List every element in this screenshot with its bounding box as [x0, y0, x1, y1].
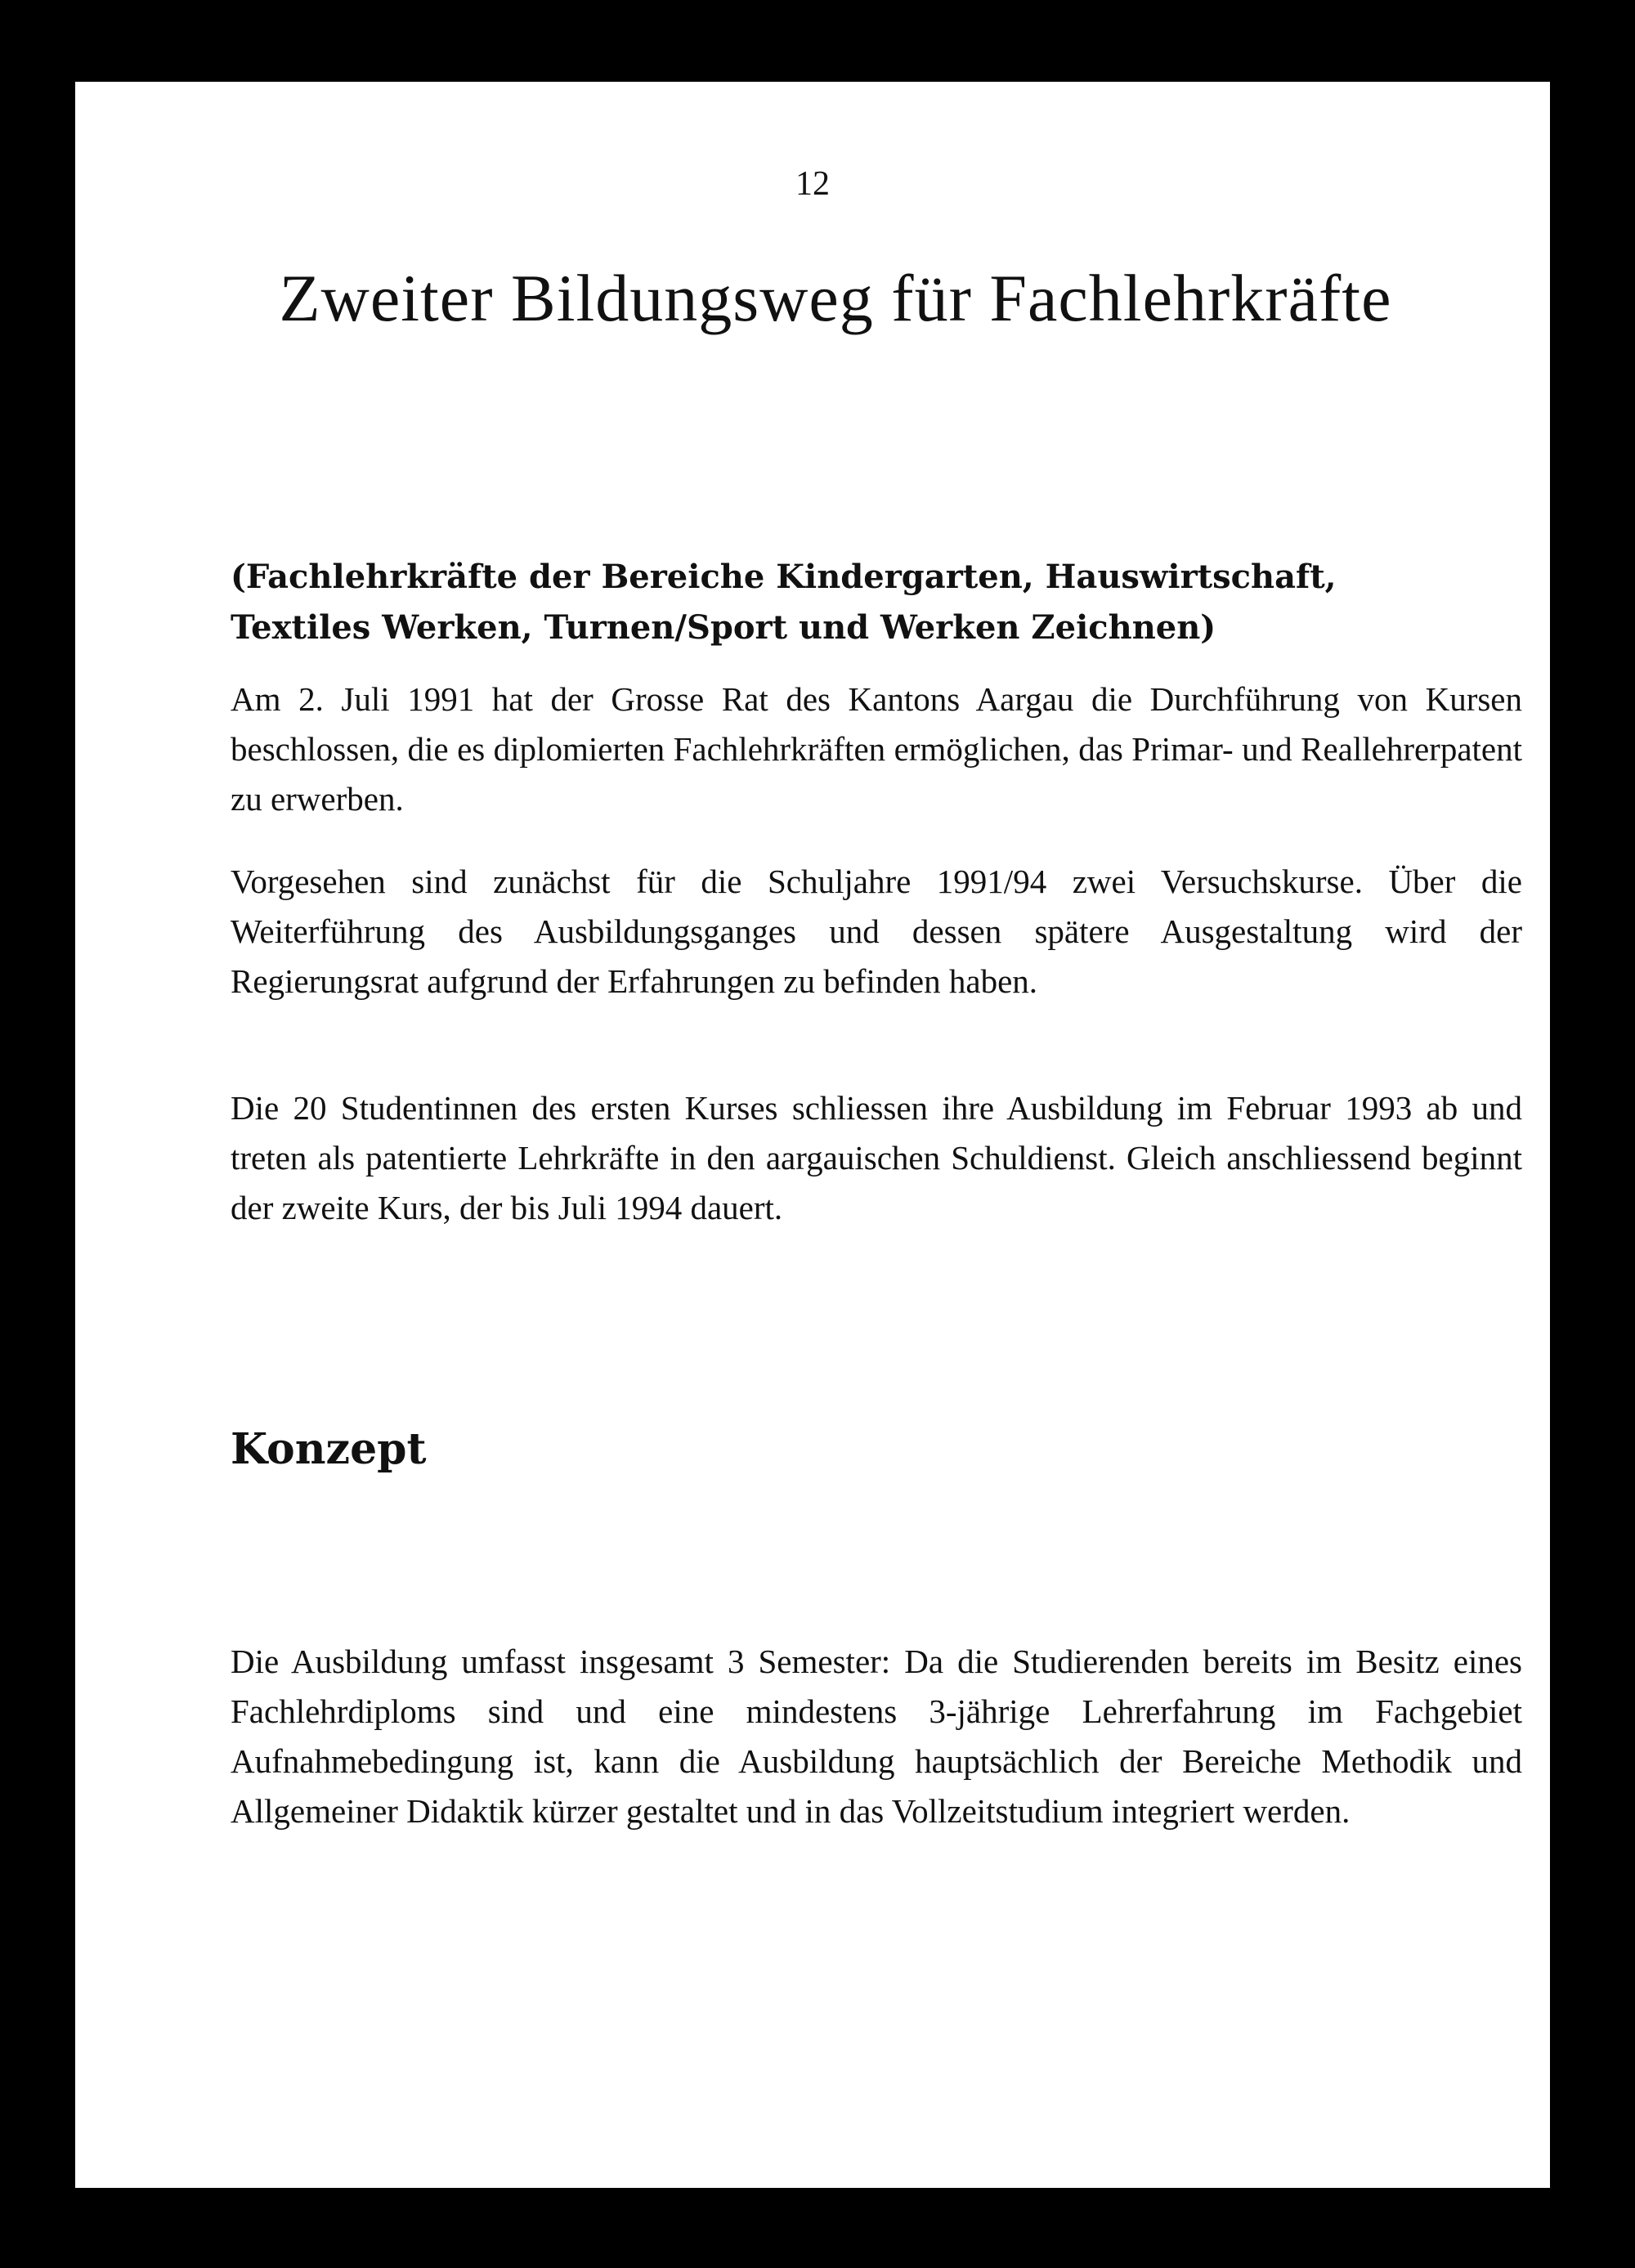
page-number: 12	[795, 165, 830, 203]
paragraph: Am 2. Juli 1991 hat der Grosse Rat des Kantons Aargau die Durchführung von Kursen beschlossen, die es diplomierten Fachlehrkräften ermöglichen, das Primar- und Reallehrerpatent zu erwerben.	[231, 680, 1522, 818]
paragraph: Vorgesehen sind zunächst für die Schuljahre 1991/94 zwei Versuchskurse. Über die Weiterführung des Ausbildungsganges und dessen spätere Ausgestaltung wird der Regierungsrat aufgrund der Erfahrungen zu befinden haben.	[231, 863, 1522, 1000]
section-paragraph: Die Ausbildung umfasst insgesamt 3 Semester: Da die Studierenden bereits im Besitz eines Fachlehrdiploms sind und eine mindestens 3-jährige Lehrerfahrung im Fachgebiet Aufnahmebedingung ist, kann die Ausbildung hauptsächlich der Bereiche Methodik und Allgemeiner Didaktik kürzer gestaltet und in das Vollzeitstudium integriert werden.	[231, 1643, 1522, 1830]
page-title: Zweiter Bildungsweg für Fachlehrkräfte	[279, 261, 1392, 335]
document-page	[75, 82, 1550, 2188]
paragraph: Die 20 Studentinnen des ersten Kurses schliessen ihre Ausbildung im Februar 1993 ab und treten als patentierte Lehrkräfte in den aargauischen Schuldienst. Gleich anschliessend beginnt der zweite Kurs, der bis Juli 1994 dauert.	[231, 1089, 1522, 1226]
section-heading: Konzept	[231, 1424, 427, 1474]
subtitle: (Fachlehrkräfte der Bereiche Kindergarten, Hauswirtschaft, Textiles Werken, Turnen/Sport und Werken Zeichnen)	[231, 558, 1337, 647]
